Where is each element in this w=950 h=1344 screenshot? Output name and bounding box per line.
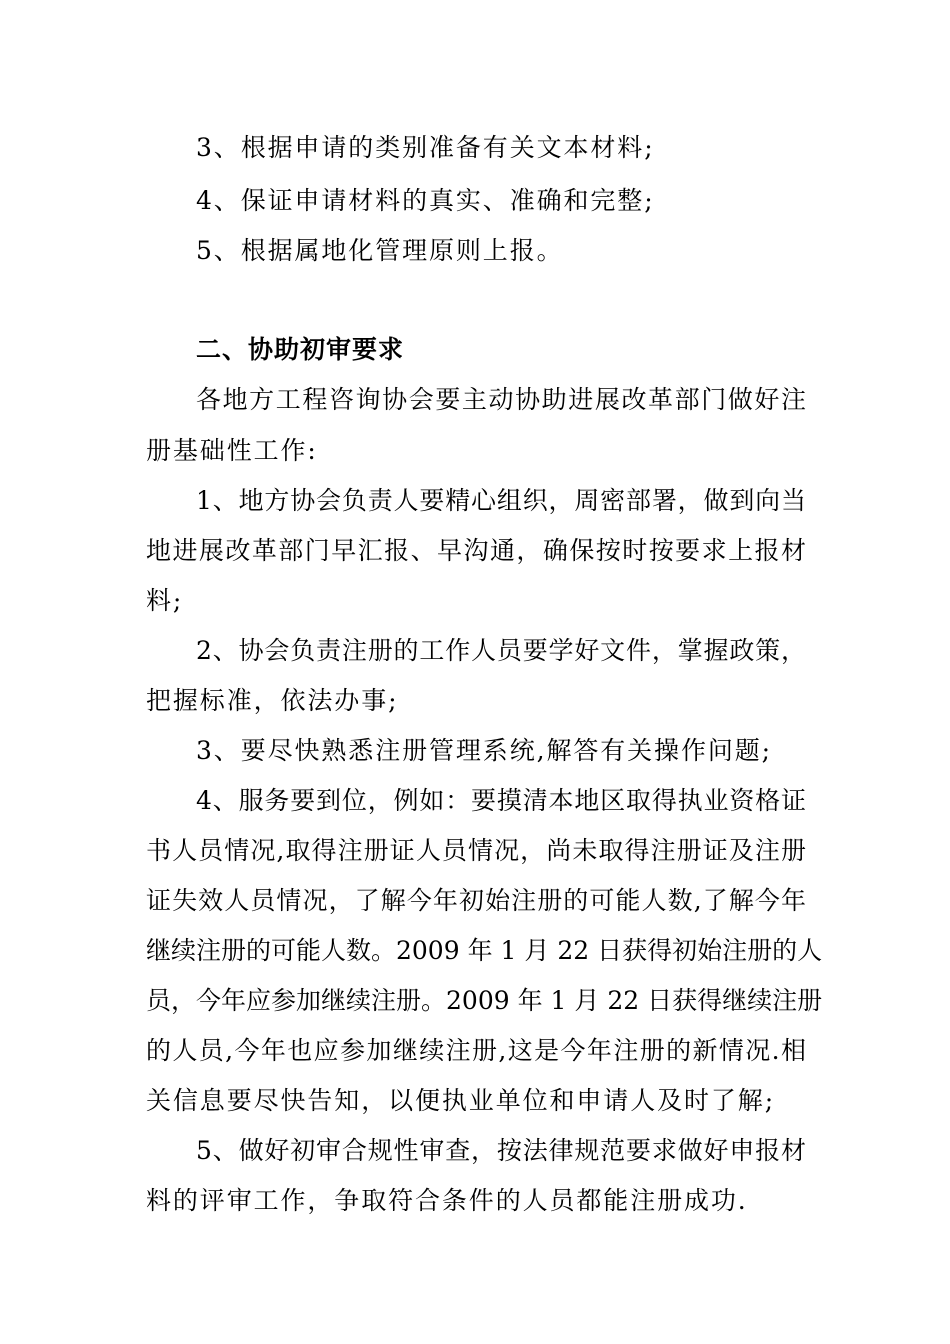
paragraph-line: 书人员情况,取得注册证人员情况，尚未取得注册证及注册 xyxy=(146,836,806,865)
paragraph-line: 的人员,今年也应参加继续注册,这是今年注册的新情况.相 xyxy=(146,1036,806,1065)
section-heading: 二、协助初审要求 xyxy=(196,335,405,364)
paragraph-line: 员，今年应参加继续注册。2009 年 1 月 22 日获得继续注册 xyxy=(146,986,823,1015)
paragraph-line: 料; xyxy=(146,586,184,615)
paragraph-line: 3、要尽快熟悉注册管理系统,解答有关操作问题; xyxy=(196,736,772,765)
paragraph-line: 各地方工程咨询协会要主动协助进展改革部门做好注 xyxy=(196,385,806,414)
paragraph-line: 料的评审工作，争取符合条件的人员都能注册成功. xyxy=(146,1186,748,1215)
item-4-line: 4、保证申请材料的真实、准确和完整; xyxy=(196,186,655,215)
paragraph-line: 把握标准，依法办事; xyxy=(146,686,399,715)
paragraph-line: 4、服务要到位，例如：要摸清本地区取得执业资格证 xyxy=(196,786,806,815)
paragraph-line: 继续注册的可能人数。2009 年 1 月 22 日获得初始注册的人 xyxy=(146,936,823,965)
paragraph-line: 证失效人员情况，了解今年初始注册的可能人数,了解今年 xyxy=(146,886,806,915)
paragraph-line: 关信息要尽快告知，以便执业单位和申请人及时了解; xyxy=(146,1086,776,1115)
paragraph-line: 2、协会负责注册的工作人员要学好文件，掌握政策， xyxy=(196,636,806,665)
item-3-line: 3、根据申请的类别准备有关文本材料; xyxy=(196,133,655,162)
paragraph-line: 1、地方协会负责人要精心组织，周密部署，做到向当 xyxy=(196,486,806,515)
paragraph-line: 地进展改革部门早汇报、早沟通，确保按时按要求上报材 xyxy=(146,536,806,565)
paragraph-line: 5、做好初审合规性审查，按法律规范要求做好申报材 xyxy=(196,1136,806,1165)
item-5-line: 5、根据属地化管理原则上报。 xyxy=(196,236,564,265)
paragraph-line: 册基础性工作: xyxy=(146,436,318,465)
